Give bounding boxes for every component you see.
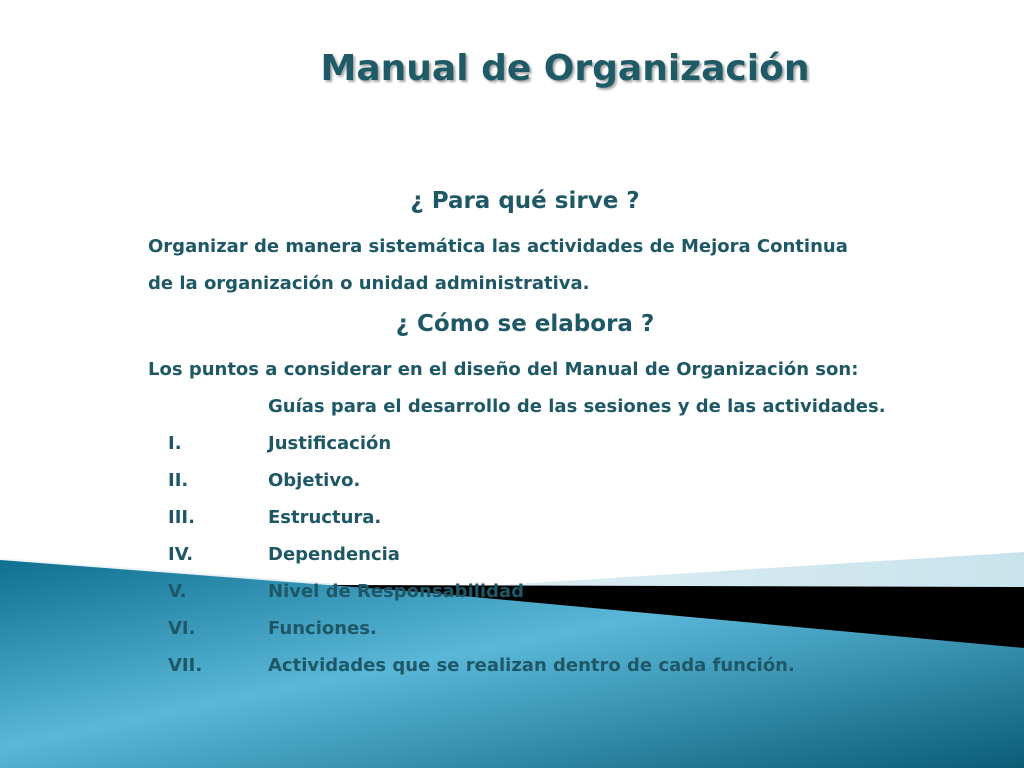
list-item-text: Justificación [268,433,392,454]
list-item-text: Estructura. [268,507,382,528]
list-item-text: Dependencia [268,544,400,565]
guide-line: Guías para el desarrollo de las sesiones y de las actividades. [268,396,886,417]
list-item-number: VII. [168,655,203,676]
list-item [168,499,928,536]
list-item [168,425,928,462]
list-item-text: Objetivo. [268,470,361,491]
purpose-line-1: Organizar de manera sistemática las actividades de Mejora Continua [148,236,848,257]
list-item-text: Actividades que se realizan dentro de cada función. [268,655,795,676]
list-item-number: V. [168,581,187,602]
list-item [168,610,928,647]
page-title: Manual de Organización [320,48,810,89]
purpose-paragraph [148,228,948,302]
intro-line-1: Los puntos a considerar en el diseño del Manual de Organización son: [148,359,859,380]
list-item [168,647,928,684]
list-item-text: Funciones. [268,618,377,639]
heading-para-que-sirve: ¿ Para qué sirve ? [410,188,640,214]
list-item-number: VI. [168,618,196,639]
elements-list [168,425,928,684]
list-item-number: IV. [168,544,194,565]
list-item-number: III. [168,507,195,528]
list-item-number: II. [168,470,189,491]
heading-como-se-elabora: ¿ Cómo se elabora ? [395,311,655,337]
purpose-line-2: de la organización o unidad administrativa. [148,273,590,294]
list-item-number: I. [168,433,182,454]
list-item [168,573,928,610]
list-item [168,462,928,499]
list-item [168,536,928,573]
intro-paragraph [148,351,948,388]
list-item-text: Nivel de Responsabilidad [268,581,524,602]
